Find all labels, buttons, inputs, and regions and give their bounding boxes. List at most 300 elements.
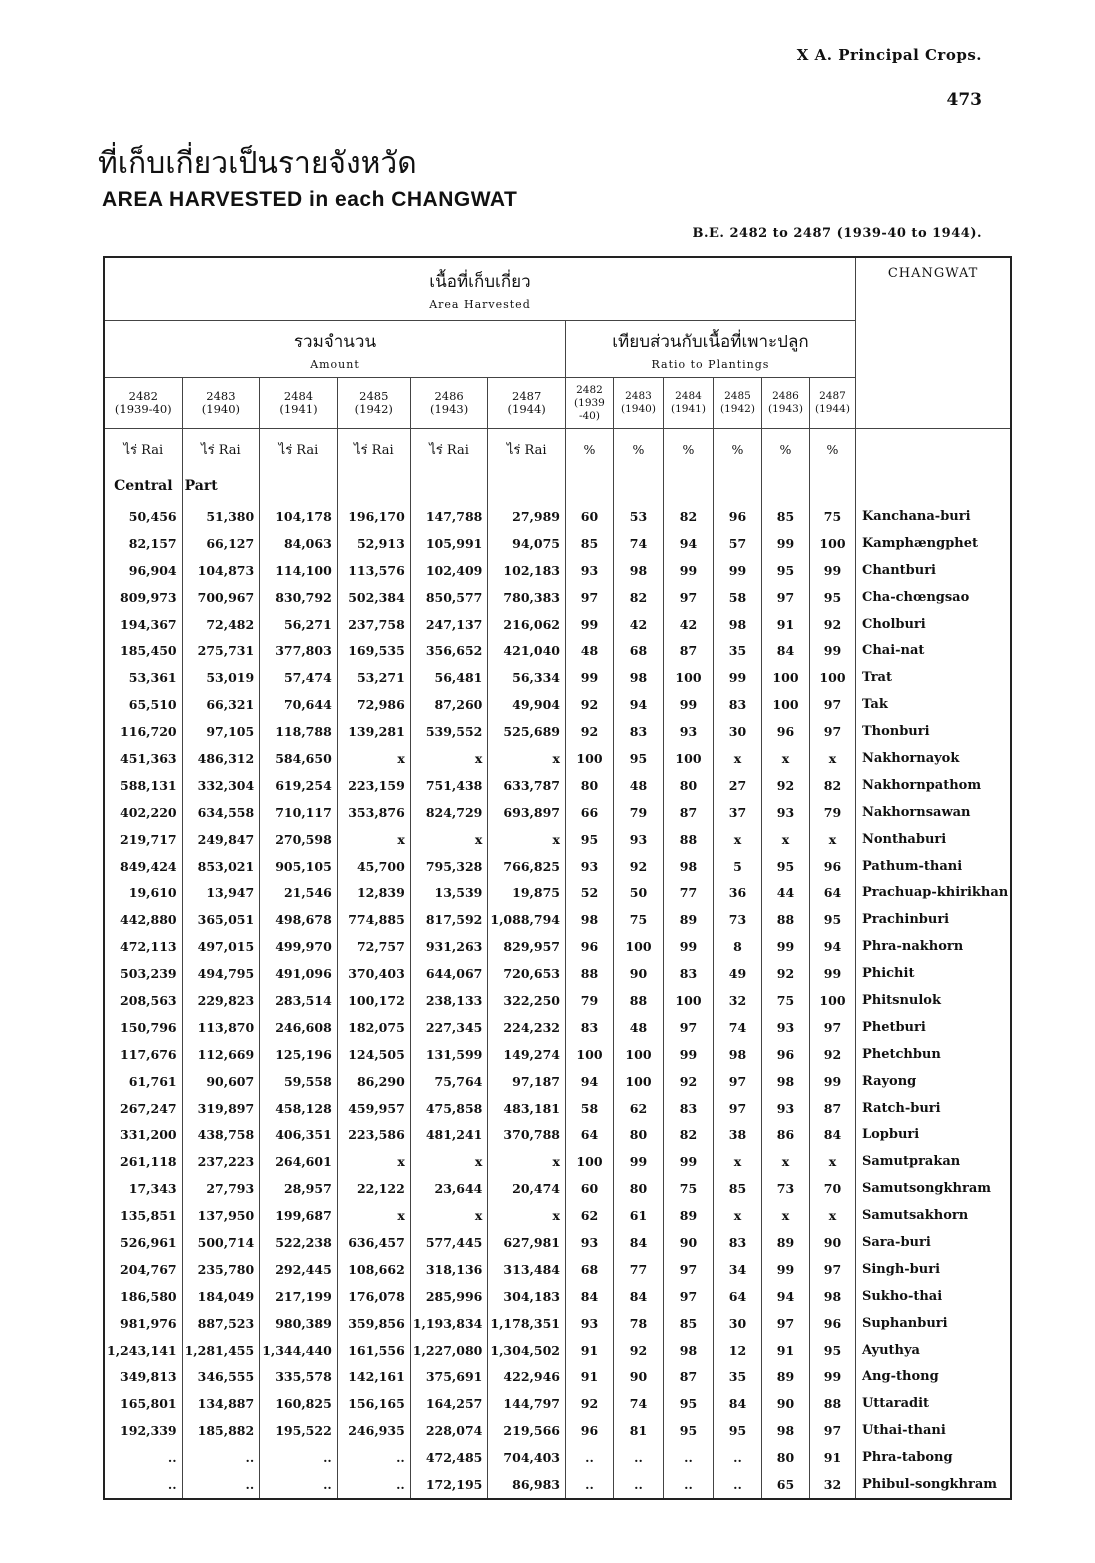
ratio-cell: ..	[613, 1471, 663, 1499]
amount-cell: 72,482	[182, 611, 260, 638]
changwat-name: Chantburi	[855, 557, 1011, 584]
changwat-name: Singh-buri	[855, 1256, 1011, 1283]
ratio-cell: 92	[565, 691, 613, 718]
ratio-cell: 94	[565, 1068, 613, 1095]
ratio-cell: 34	[713, 1256, 761, 1283]
amount-cell: 377,803	[260, 637, 338, 664]
ratio-cell: 86	[761, 1121, 809, 1148]
ratio-cell: 99	[809, 1364, 855, 1391]
amount-cell: 169,535	[337, 637, 410, 664]
ratio-cell: 75	[663, 1175, 713, 1202]
table-body	[104, 503, 1011, 1499]
changwat-name: Prachuap-khirikhan	[855, 879, 1011, 906]
ratio-cell: 80	[613, 1175, 663, 1202]
amount-cell: 96,904	[104, 557, 182, 584]
ratio-cell: 73	[713, 906, 761, 933]
ratio-cell: 84	[613, 1283, 663, 1310]
ratio-cell: 97	[809, 1014, 855, 1041]
area-harvested-thai: เนื้อที่เก็บเกี่ยว	[429, 271, 531, 292]
amount-cell: 219,717	[104, 826, 182, 853]
amount-cell: 981,976	[104, 1310, 182, 1337]
changwat-name: Phetchbun	[855, 1041, 1011, 1068]
ratio-cell: 91	[565, 1364, 613, 1391]
amount-cell: 261,118	[104, 1148, 182, 1175]
ratio-cell: ..	[663, 1444, 713, 1471]
table-row	[104, 691, 1011, 718]
ratio-cell: 94	[663, 530, 713, 557]
ratio-cell: 57	[713, 530, 761, 557]
amount-cell: 147,788	[410, 503, 488, 530]
ratio-cell: 48	[565, 637, 613, 664]
unit-blank	[855, 429, 1011, 470]
amount-cell: 90,607	[182, 1068, 260, 1095]
ratio-cell: 35	[713, 637, 761, 664]
ratio-cell: 98	[663, 853, 713, 880]
amount-cell: 472,485	[410, 1444, 488, 1471]
amount-cell: 223,586	[337, 1121, 410, 1148]
amount-cell: 66,321	[182, 691, 260, 718]
amount-year-header: 2483 (1940)	[182, 378, 260, 429]
amount-cell: 853,021	[182, 853, 260, 880]
table-row	[104, 1390, 1011, 1417]
amount-cell: 28,957	[260, 1175, 338, 1202]
ratio-cell: 99	[663, 691, 713, 718]
ratio-cell: 66	[565, 799, 613, 826]
changwat-name: Ang-thong	[855, 1364, 1011, 1391]
amount-cell: 224,232	[488, 1014, 566, 1041]
amount-cell: 499,970	[260, 933, 338, 960]
ratio-cell: 99	[613, 1148, 663, 1175]
changwat-name: Cholburi	[855, 611, 1011, 638]
ratio-cell: 97	[761, 1310, 809, 1337]
amount-cell: 45,700	[337, 853, 410, 880]
amount-cell: 113,870	[182, 1014, 260, 1041]
amount-cell: 829,957	[488, 933, 566, 960]
amount-cell: 235,780	[182, 1256, 260, 1283]
ratio-cell: 99	[663, 1041, 713, 1068]
changwat-name: Phetburi	[855, 1014, 1011, 1041]
ratio-cell: 37	[713, 799, 761, 826]
ratio-cell: 75	[761, 987, 809, 1014]
unit-rai: ไร่ Rai	[182, 429, 260, 470]
amount-year-header: 2484 (1941)	[260, 378, 338, 429]
ratio-cell: 95	[761, 853, 809, 880]
table-row	[104, 637, 1011, 664]
ratio-cell: 64	[809, 879, 855, 906]
amount-cell: 1,243,141	[104, 1337, 182, 1364]
ratio-cell: 80	[761, 1444, 809, 1471]
amount-cell: 346,555	[182, 1364, 260, 1391]
changwat-name: Chai-nat	[855, 637, 1011, 664]
amount-cell: 172,195	[410, 1471, 488, 1499]
ratio-cell: 78	[613, 1310, 663, 1337]
amount-cell: x	[488, 1148, 566, 1175]
amount-cell: 144,797	[488, 1390, 566, 1417]
amount-cell: 627,981	[488, 1229, 566, 1256]
amount-cell: 182,075	[337, 1014, 410, 1041]
changwat-name: Uthai-thani	[855, 1417, 1011, 1444]
table-row	[104, 584, 1011, 611]
amount-english: Amount	[310, 357, 360, 371]
table-row	[104, 611, 1011, 638]
ratio-cell: 89	[761, 1229, 809, 1256]
amount-cell: ..	[337, 1444, 410, 1471]
amount-cell: 199,687	[260, 1202, 338, 1229]
changwat-name: Sara-buri	[855, 1229, 1011, 1256]
amount-cell: 887,523	[182, 1310, 260, 1337]
ratio-cell: 95	[565, 826, 613, 853]
ratio-cell: 87	[663, 637, 713, 664]
table-row	[104, 906, 1011, 933]
changwat-name: Sukho-thai	[855, 1283, 1011, 1310]
ratio-cell: 100	[663, 987, 713, 1014]
amount-cell: 980,389	[260, 1310, 338, 1337]
amount-cell: 12,839	[337, 879, 410, 906]
ratio-cell: x	[713, 745, 761, 772]
amount-cell: 124,505	[337, 1041, 410, 1068]
amount-cell: 1,281,455	[182, 1337, 260, 1364]
ratio-cell: x	[809, 826, 855, 853]
ratio-cell: 96	[713, 503, 761, 530]
ratio-cell: 83	[663, 1095, 713, 1122]
ratio-cell: 100	[613, 1068, 663, 1095]
changwat-name: Thonburi	[855, 718, 1011, 745]
amount-cell: 451,363	[104, 745, 182, 772]
amount-cell: 185,882	[182, 1417, 260, 1444]
ratio-cell: x	[713, 826, 761, 853]
amount-cell: 97,187	[488, 1068, 566, 1095]
amount-cell: 1,227,080	[410, 1337, 488, 1364]
amount-cell: 161,556	[337, 1337, 410, 1364]
ratio-cell: 85	[565, 530, 613, 557]
amount-cell: 249,847	[182, 826, 260, 853]
amount-cell: 584,650	[260, 745, 338, 772]
amount-cell: 237,223	[182, 1148, 260, 1175]
ratio-cell: 95	[663, 1390, 713, 1417]
ratio-cell: 91	[809, 1444, 855, 1471]
ratio-cell: 93	[761, 799, 809, 826]
amount-cell: 164,257	[410, 1390, 488, 1417]
ratio-cell: 93	[565, 557, 613, 584]
changwat-name: Lopburi	[855, 1121, 1011, 1148]
ratio-cell: 65	[761, 1471, 809, 1499]
amount-cell: 275,731	[182, 637, 260, 664]
ratio-cell: 79	[809, 799, 855, 826]
ratio-cell: 88	[565, 960, 613, 987]
amount-cell: 112,669	[182, 1041, 260, 1068]
amount-cell: 176,078	[337, 1283, 410, 1310]
table-row	[104, 1310, 1011, 1337]
amount-cell: 830,792	[260, 584, 338, 611]
amount-cell: 774,885	[337, 906, 410, 933]
amount-cell: 503,239	[104, 960, 182, 987]
ratio-cell: 88	[761, 906, 809, 933]
unit-rai: ไร่ Rai	[337, 429, 410, 470]
ratio-cell: x	[809, 1202, 855, 1229]
changwat-name: Uttaradit	[855, 1390, 1011, 1417]
amount-cell: 522,238	[260, 1229, 338, 1256]
amount-cell: x	[410, 1148, 488, 1175]
amount-cell: x	[488, 745, 566, 772]
ratio-cell: ..	[663, 1471, 713, 1499]
ratio-cell: 96	[761, 718, 809, 745]
ratio-cell: 81	[613, 1417, 663, 1444]
ratio-cell: 99	[809, 1068, 855, 1095]
ratio-cell: 68	[613, 637, 663, 664]
table-row	[104, 799, 1011, 826]
amount-cell: 849,424	[104, 853, 182, 880]
amount-cell: 94,075	[488, 530, 566, 557]
ratio-cell: 99	[809, 960, 855, 987]
ratio-cell: 80	[663, 772, 713, 799]
ratio-cell: 62	[613, 1095, 663, 1122]
ratio-cell: 91	[761, 1337, 809, 1364]
ratio-cell: 97	[809, 1417, 855, 1444]
table-row	[104, 1256, 1011, 1283]
amount-cell: 438,758	[182, 1121, 260, 1148]
amount-cell: 104,178	[260, 503, 338, 530]
amount-cell: 19,875	[488, 879, 566, 906]
amount-cell: 359,856	[337, 1310, 410, 1337]
ratio-cell: 93	[663, 718, 713, 745]
amount-cell: 13,947	[182, 879, 260, 906]
ratio-cell: 98	[613, 664, 663, 691]
table-row	[104, 530, 1011, 557]
amount-cell: 238,133	[410, 987, 488, 1014]
amount-cell: 23,644	[410, 1175, 488, 1202]
ratio-cell: 99	[761, 530, 809, 557]
amount-cell: 61,761	[104, 1068, 182, 1095]
ratio-cell: 84	[713, 1390, 761, 1417]
changwat-name: Prachinburi	[855, 906, 1011, 933]
ratio-cell: 74	[613, 1390, 663, 1417]
changwat-name: Rayong	[855, 1068, 1011, 1095]
ratio-cell: 97	[809, 691, 855, 718]
amount-cell: 483,181	[488, 1095, 566, 1122]
ratio-year-header: 2487 (1944)	[809, 378, 855, 429]
ratio-cell: 97	[663, 584, 713, 611]
ratio-cell: 98	[761, 1417, 809, 1444]
ratio-cell: 85	[761, 503, 809, 530]
amount-cell: 406,351	[260, 1121, 338, 1148]
changwat-name: Samutsakhorn	[855, 1202, 1011, 1229]
ratio-cell: 95	[663, 1417, 713, 1444]
table-row	[104, 1095, 1011, 1122]
amount-cell: 824,729	[410, 799, 488, 826]
ratio-cell: 73	[761, 1175, 809, 1202]
ratio-cell: 100	[565, 745, 613, 772]
ratio-cell: 99	[809, 637, 855, 664]
amount-cell: x	[337, 826, 410, 853]
table-row	[104, 1417, 1011, 1444]
amount-cell: 165,801	[104, 1390, 182, 1417]
amount-cell: 494,795	[182, 960, 260, 987]
ratio-cell: 99	[663, 933, 713, 960]
ratio-cell: ..	[565, 1471, 613, 1499]
amount-cell: 1,178,351	[488, 1310, 566, 1337]
amount-cell: ..	[182, 1471, 260, 1499]
amount-cell: 693,897	[488, 799, 566, 826]
ratio-cell: ..	[713, 1444, 761, 1471]
amount-cell: 264,601	[260, 1148, 338, 1175]
table-row	[104, 1148, 1011, 1175]
ratio-cell: 92	[613, 853, 663, 880]
ratio-cell: 83	[713, 1229, 761, 1256]
amount-cell: 313,484	[488, 1256, 566, 1283]
ratio-cell: 92	[565, 1390, 613, 1417]
ratio-cell: 99	[713, 664, 761, 691]
amount-cell: 491,096	[260, 960, 338, 987]
amount-cell: 56,334	[488, 664, 566, 691]
ratio-cell: 84	[809, 1121, 855, 1148]
ratio-cell: x	[761, 745, 809, 772]
ratio-cell: ..	[565, 1444, 613, 1471]
amount-cell: 49,904	[488, 691, 566, 718]
changwat-name: Phra-nakhorn	[855, 933, 1011, 960]
table-row	[104, 1444, 1011, 1471]
ratio-cell: 98	[713, 1041, 761, 1068]
amount-cell: 102,409	[410, 557, 488, 584]
amount-cell: 13,539	[410, 879, 488, 906]
ratio-cell: 100	[761, 691, 809, 718]
amount-cell: 57,474	[260, 664, 338, 691]
ratio-cell: x	[761, 1202, 809, 1229]
ratio-cell: 87	[663, 1364, 713, 1391]
amount-cell: 56,481	[410, 664, 488, 691]
unit-percent: %	[613, 429, 663, 470]
ratio-cell: 87	[663, 799, 713, 826]
ratio-cell: x	[713, 1202, 761, 1229]
ratio-cell: 97	[809, 1256, 855, 1283]
ratio-year-header: 2484 (1941)	[663, 378, 713, 429]
ratio-cell: 38	[713, 1121, 761, 1148]
ratio-cell: 64	[713, 1283, 761, 1310]
amount-cell: 86,983	[488, 1471, 566, 1499]
amount-cell: 56,271	[260, 611, 338, 638]
ratio-cell: 97	[713, 1068, 761, 1095]
amount-cell: 195,522	[260, 1417, 338, 1444]
amount-cell: 1,088,794	[488, 906, 566, 933]
amount-cell: 237,758	[337, 611, 410, 638]
changwat-name: Ratch-buri	[855, 1095, 1011, 1122]
ratio-cell: 82	[809, 772, 855, 799]
amount-cell: 283,514	[260, 987, 338, 1014]
amount-cell: 931,263	[410, 933, 488, 960]
ratio-thai: เทียบส่วนกับเนื้อที่เพาะปลูก	[612, 331, 809, 352]
table-row	[104, 1364, 1011, 1391]
amount-cell: 19,610	[104, 879, 182, 906]
ratio-cell: 99	[663, 1148, 713, 1175]
amount-cell: ..	[182, 1444, 260, 1471]
amount-cell: 20,474	[488, 1175, 566, 1202]
ratio-cell: 35	[713, 1364, 761, 1391]
table-row	[104, 1068, 1011, 1095]
amount-cell: 458,128	[260, 1095, 338, 1122]
ratio-cell: 42	[613, 611, 663, 638]
ratio-cell: 100	[565, 1148, 613, 1175]
table-row	[104, 879, 1011, 906]
ratio-cell: 95	[761, 557, 809, 584]
amount-cell: 710,117	[260, 799, 338, 826]
unit-percent: %	[761, 429, 809, 470]
amount-cell: 227,345	[410, 1014, 488, 1041]
ratio-cell: 32	[809, 1471, 855, 1499]
amount-cell: 497,015	[182, 933, 260, 960]
ratio-cell: x	[809, 745, 855, 772]
ratio-cell: 80	[565, 772, 613, 799]
ratio-cell: 52	[565, 879, 613, 906]
changwat-name: Ayuthya	[855, 1337, 1011, 1364]
amount-cell: 223,159	[337, 772, 410, 799]
amount-cell: 850,577	[410, 584, 488, 611]
ratio-cell: 44	[761, 879, 809, 906]
ratio-cell: 48	[613, 772, 663, 799]
amount-cell: 17,343	[104, 1175, 182, 1202]
amount-cell: 70,644	[260, 691, 338, 718]
changwat-name: Phichit	[855, 960, 1011, 987]
ratio-cell: 50	[613, 879, 663, 906]
changwat-name: Samutprakan	[855, 1148, 1011, 1175]
amount-cell: 500,714	[182, 1229, 260, 1256]
ratio-cell: 100	[565, 1041, 613, 1068]
ratio-cell: 49	[713, 960, 761, 987]
amount-cell: 116,720	[104, 718, 182, 745]
table-row	[104, 1014, 1011, 1041]
ratio-cell: 94	[613, 691, 663, 718]
amount-cell: 65,510	[104, 691, 182, 718]
ratio-cell: 100	[613, 933, 663, 960]
changwat-name: Nonthaburi	[855, 826, 1011, 853]
amount-cell: 186,580	[104, 1283, 182, 1310]
section-title: X A. Principal Crops.	[796, 46, 982, 64]
amount-cell: 113,576	[337, 557, 410, 584]
ratio-cell: ..	[713, 1471, 761, 1499]
amount-cell: 442,880	[104, 906, 182, 933]
unit-percent: %	[713, 429, 761, 470]
amount-cell: 421,040	[488, 637, 566, 664]
ratio-cell: 8	[713, 933, 761, 960]
amount-cell: 194,367	[104, 611, 182, 638]
ratio-cell: 93	[565, 1310, 613, 1337]
ratio-cell: x	[761, 1148, 809, 1175]
amount-cell: x	[337, 1202, 410, 1229]
ratio-cell: 82	[663, 503, 713, 530]
ratio-cell: 100	[663, 745, 713, 772]
amount-cell: 59,558	[260, 1068, 338, 1095]
amount-cell: 809,973	[104, 584, 182, 611]
ratio-cell: 98	[713, 611, 761, 638]
ratio-cell: 12	[713, 1337, 761, 1364]
amount-cell: 720,653	[488, 960, 566, 987]
amount-thai: รวมจำนวน	[293, 331, 377, 352]
ratio-cell: 95	[713, 1417, 761, 1444]
ratio-cell: 83	[565, 1014, 613, 1041]
ratio-cell: 91	[565, 1337, 613, 1364]
ratio-cell: 94	[761, 1283, 809, 1310]
amount-cell: 486,312	[182, 745, 260, 772]
amount-cell: 86,290	[337, 1068, 410, 1095]
ratio-cell: 95	[809, 1337, 855, 1364]
table-row	[104, 1202, 1011, 1229]
amount-cell: 285,996	[410, 1283, 488, 1310]
amount-cell: 84,063	[260, 530, 338, 557]
amount-cell: 700,967	[182, 584, 260, 611]
changwat-name: Kanchana-buri	[855, 503, 1011, 530]
amount-cell: 156,165	[337, 1390, 410, 1417]
amount-cell: 318,136	[410, 1256, 488, 1283]
ratio-cell: 97	[663, 1014, 713, 1041]
table-row	[104, 664, 1011, 691]
